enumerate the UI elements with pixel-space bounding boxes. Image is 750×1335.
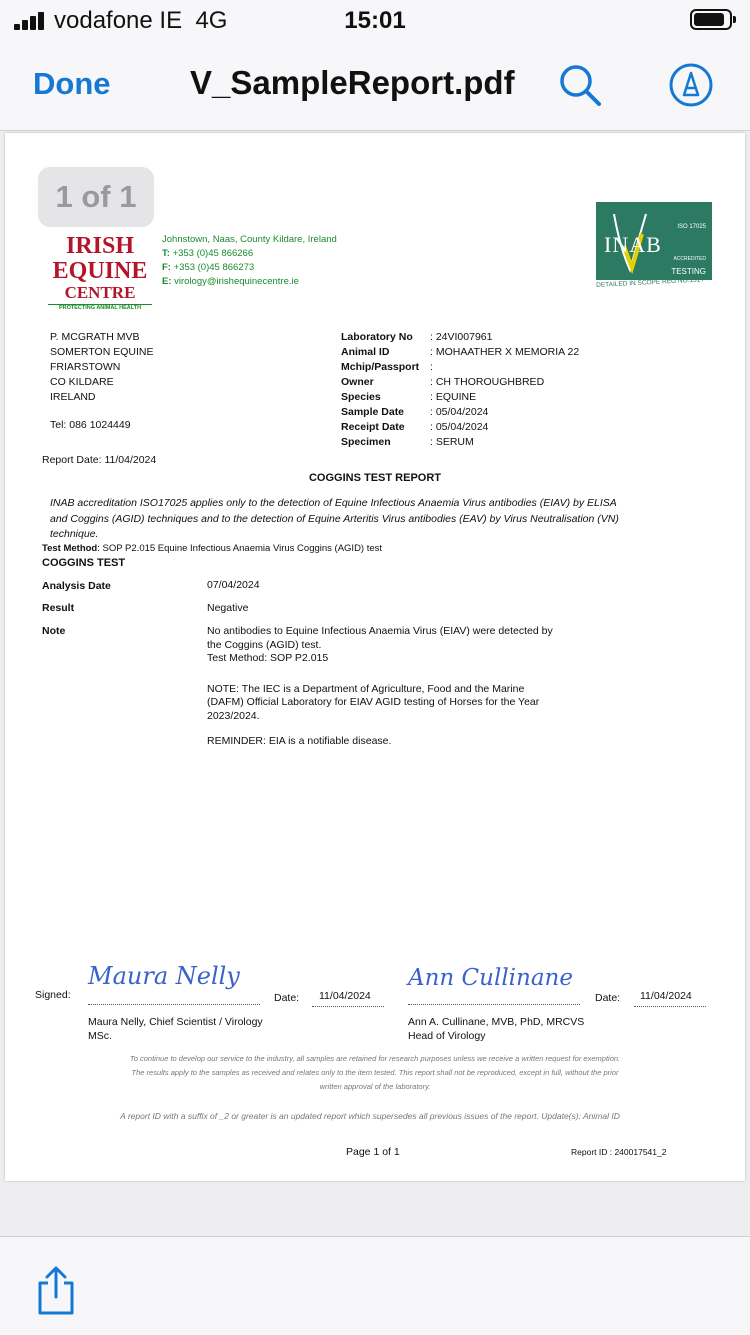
battery-icon [690, 9, 732, 30]
detail-label: Receipt Date [341, 421, 405, 433]
inab-scope: DETAILED IN SCOPE REG NO.151T [596, 276, 705, 289]
test-method [42, 543, 382, 554]
disclaimer-line: written approval of the laboratory. [319, 1082, 431, 1091]
detail-value: : MOHAATHER X MEMORIA 22 [430, 346, 580, 358]
detail-row [341, 421, 671, 436]
document-title: V_SampleReport.pdf [190, 64, 515, 101]
detail-row [341, 331, 671, 346]
recipient-address [50, 330, 153, 405]
detail-value: : 24VI007961 [430, 331, 493, 343]
date-line-1 [312, 1006, 384, 1007]
signatory-2-title: Head of Virology [408, 1030, 486, 1042]
fax-label: F: [162, 262, 171, 273]
signatory-1-name: Maura Nelly, Chief Scientist / Virology [88, 1016, 263, 1028]
signature-maura-nelly: Maura Nelly [88, 962, 240, 990]
logo-tagline: PROTECTING ANIMAL HEALTH [48, 304, 152, 311]
detail-label: Specimen [341, 436, 391, 448]
note-line: Test Method: SOP P2.015 [207, 652, 329, 664]
note-label: Note [42, 625, 66, 637]
date-value-1: 11/04/2024 [319, 990, 371, 1002]
disclaimer-line: The results apply to the samples as received and relates only to the item tested. This report shall not be reproduced, except in full, without the prior [131, 1068, 619, 1077]
detail-value: : [430, 361, 433, 373]
detail-row [341, 436, 671, 451]
note-line: No antibodies to Equine Infectious Anaemia Virus (EIAV) were detected by [207, 625, 553, 637]
note-line: 2023/2024. [207, 709, 260, 722]
sample-details [341, 331, 671, 451]
search-icon[interactable] [557, 62, 603, 108]
detail-row [341, 406, 671, 421]
lab-phone [162, 248, 253, 259]
detail-value: : 05/04/2024 [430, 406, 489, 418]
note-text [207, 625, 553, 749]
accreditation-note-line: INAB accreditation ISO17025 applies only to the detection of Equine Infectious Anaemia Virus antibodies (EIAV) by ELISA [50, 497, 617, 509]
done-button[interactable]: Done [33, 66, 111, 101]
report-date: Report Date: 11/04/2024 [42, 454, 157, 466]
date-label-1: Date: [274, 992, 300, 1004]
detail-label: Sample Date [341, 406, 405, 418]
email-label: E: [162, 276, 172, 287]
fax-value: +353 (0)45 866273 [173, 262, 255, 273]
analysis-date-label: Analysis Date [42, 580, 111, 592]
note-line: REMINDER: EIA is a notifiable disease. [207, 735, 392, 747]
recipient-line: P. MCGRATH MVB [50, 331, 140, 343]
date-value-2: 11/04/2024 [640, 990, 692, 1002]
detail-value: : SERUM [430, 436, 474, 448]
footer-disclaimer [60, 1052, 690, 1094]
phone-value: +353 (0)45 866266 [172, 248, 254, 259]
email-value: virology@irishequinecentre.ie [174, 276, 299, 287]
lab-email [162, 276, 299, 287]
test-method-label: Test Method [42, 543, 98, 554]
detail-row [341, 346, 671, 361]
result-value: Negative [207, 602, 249, 614]
recipient-tel: Tel: 086 1024449 [50, 419, 131, 431]
lab-fax [162, 262, 254, 273]
clock: 15:01 [344, 7, 406, 34]
detail-label: Owner [341, 376, 374, 388]
detail-label: Mchip/Passport [341, 361, 420, 373]
report-title: COGGINS TEST REPORT [308, 472, 441, 484]
signed-label: Signed: [35, 989, 71, 1001]
recipient-line: CO KILDARE [50, 376, 114, 388]
recipient-line: IRELAND [50, 391, 96, 403]
accreditation-note [50, 496, 619, 543]
logo-line-3: CENTRE [64, 283, 136, 302]
inab-name: INAB [604, 232, 662, 257]
network-type: 4G [195, 7, 228, 34]
analysis-date-value: 07/04/2024 [207, 579, 260, 591]
lab-address: Johnstown, Naas, County Kildare, Ireland [162, 234, 337, 245]
disclaimer-line: To continue to develop our service to the industry, all samples are retained for research purposes unless we receive a written request for exemption. [129, 1054, 621, 1063]
navigation-bar [0, 42, 750, 131]
date-line-2 [634, 1006, 706, 1007]
signature-line-2 [408, 1004, 580, 1005]
inab-iso: ISO 17025 [677, 224, 706, 230]
signature-ann-cullinane: Ann Cullinane [408, 965, 573, 991]
inab-accreditation-logo [596, 202, 712, 280]
signatory-1-qualification: MSc. [88, 1030, 112, 1042]
signatory-2-name: Ann A. Cullinane, MVB, PhD, MRCVS [408, 1016, 585, 1028]
test-method-value: : SOP P2.015 Equine Infectious Anaemia Virus Coggins (AGID) test [97, 543, 383, 554]
accreditation-note-line: and Coggins (AGID) techniques and to the detection of Equine Arteritis Virus antibodies (EAV) by Virus Neutralisation (VN) [50, 512, 619, 525]
detail-value: : 05/04/2024 [430, 421, 489, 433]
detail-value: : CH THOROUGHBRED [430, 376, 545, 388]
detail-row [341, 361, 671, 376]
irish-equine-centre-logo [48, 234, 152, 311]
detail-row [341, 376, 671, 391]
page-indicator: 1 of 1 [38, 167, 154, 227]
report-suffix-note: A report ID with a suffix of _2 or greater is an updated report which supersedes all previous issues of the report. Update(s): Animal ID [120, 1111, 620, 1121]
detail-row [341, 391, 671, 406]
recipient-line: FRIARSTOWN [50, 361, 121, 373]
phone-label: T: [162, 248, 170, 259]
note-line: the Coggins (AGID) test. [207, 638, 322, 651]
detail-label: Species [341, 391, 381, 403]
accreditation-note-line: technique. [50, 528, 99, 540]
detail-label: Animal ID [341, 346, 390, 358]
carrier-name: vodafone IE [54, 7, 183, 34]
signatory-1 [88, 1015, 263, 1043]
detail-value: : EQUINE [430, 391, 477, 403]
status-bar [0, 0, 750, 42]
signatory-2 [408, 1015, 584, 1043]
section-title: COGGINS TEST [42, 557, 126, 569]
page-number: Page 1 of 1 [346, 1146, 400, 1158]
markup-pen-icon[interactable] [668, 62, 714, 108]
detail-label: Laboratory No [341, 331, 413, 343]
report-id: Report ID : 240017541_2 [571, 1147, 667, 1157]
date-label-2: Date: [595, 992, 621, 1004]
inab-accredited: ACCREDITED [673, 256, 706, 262]
recipient-line: SOMERTON EQUINE [50, 346, 154, 358]
logo-line-2: EQUINE [52, 258, 148, 284]
signature-line-1 [88, 1004, 260, 1005]
note-line: NOTE: The IEC is a Department of Agriculture, Food and the Marine [207, 682, 525, 695]
logo-line-1: IRISH [65, 233, 135, 259]
bottom-toolbar [0, 1236, 750, 1335]
note-line: (DAFM) Official Laboratory for EIAV AGID testing of Horses for the Year [207, 696, 540, 708]
inab-testing: TESTING [671, 267, 706, 276]
result-label: Result [42, 602, 75, 614]
share-icon[interactable] [32, 1265, 80, 1317]
